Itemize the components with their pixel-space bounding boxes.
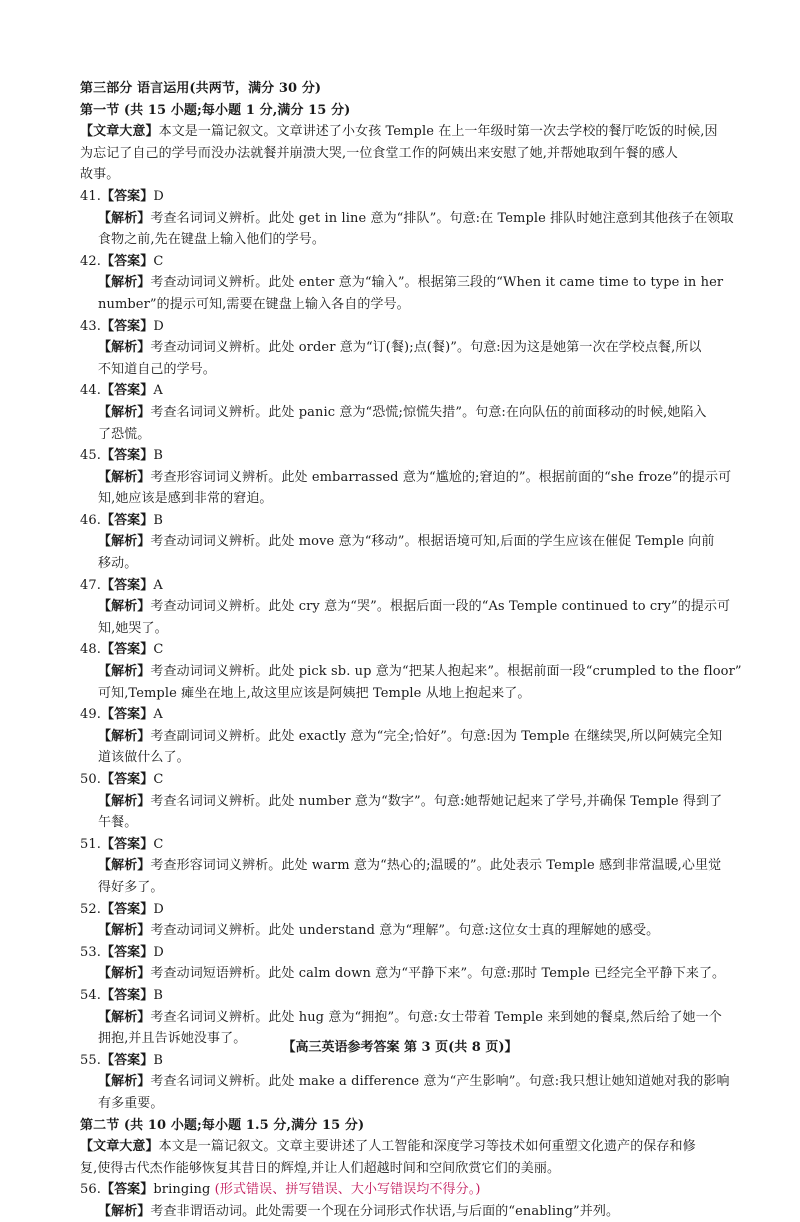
answer-tag: 【答案】 <box>100 944 154 960</box>
answer-item <box>80 639 742 704</box>
answer-item <box>80 899 734 942</box>
answer-tag: 【答案】 <box>100 577 154 593</box>
analysis-tag: 【解析】 <box>98 404 151 420</box>
analysis-tag: 【解析】 <box>98 340 151 356</box>
summary-tag: 【文章大意】 <box>80 124 159 140</box>
answer-item <box>80 251 734 316</box>
analysis-tag: 【解析】 <box>98 858 151 874</box>
answer-value: B <box>153 1052 164 1068</box>
analysis-line: 道该做什么了。 <box>98 750 190 766</box>
answer-tag: 【答案】 <box>100 383 154 399</box>
analysis-tag: 【解析】 <box>98 210 151 226</box>
scoring-note: (形式错误、拼写错误、大小写错误均不得分。) <box>214 1182 481 1198</box>
answer-tag: 【答案】 <box>100 318 154 334</box>
answer-item <box>80 510 734 575</box>
item-number: 43. <box>80 318 101 334</box>
summary-line: 本文是一篇记叙文。文章讲述了小女孩 Temple 在上一年级时第一次去学校的餐厅吃饭的时候,因 <box>158 124 718 140</box>
part1-summary <box>80 121 734 186</box>
analysis-tag: 【解析】 <box>98 1203 151 1219</box>
analysis-line: 考查动词词义辨析。此处 understand 意为“理解”。句意:这位女士真的理解她的感受。 <box>150 923 660 939</box>
analysis-line: 考查非谓语动词。此处需要一个现在分词形式作状语,与后面的“enabling”并列。 <box>150 1203 620 1219</box>
answer-value: B <box>153 512 164 528</box>
answer-item <box>80 380 734 445</box>
answer-item <box>80 834 734 899</box>
analysis-line: number”的提示可知,需要在键盘上输入各自的学号。 <box>98 296 410 312</box>
analysis-line: 考查形容词词义辨析。此处 warm 意为“热心的;温暖的”。此处表示 Temple 感到非常温暖,心里觉 <box>150 858 722 874</box>
analysis-tag: 【解析】 <box>98 664 151 680</box>
answer-item <box>80 769 734 834</box>
summary-line: 为忘记了自己的学号而没办法就餐并崩溃大哭,一位食堂工作的阿姨出来安慰了她,并帮她取到午餐的感人 <box>80 145 678 161</box>
answer-tag: 【答案】 <box>100 512 154 528</box>
analysis-line: 得好多了。 <box>98 879 164 895</box>
analysis-line: 午餐。 <box>98 815 138 831</box>
analysis-line: 考查副词词义辨析。此处 exactly 意为“完全;恰好”。句意:因为 Temple 在继续哭,所以阿姨完全知 <box>150 728 723 744</box>
analysis-line: 知,她应该是感到非常的窘迫。 <box>98 491 273 507</box>
analysis-tag: 【解析】 <box>98 599 151 615</box>
analysis-line: 考查动词短语辨析。此处 calm down 意为“平静下来”。句意:那时 Temple 已经完全平静下来了。 <box>150 966 726 982</box>
answer-tag: 【答案】 <box>100 707 154 723</box>
item-number: 54. <box>80 987 101 1003</box>
answer-tag: 【答案】 <box>100 1182 154 1198</box>
answer-value: A <box>153 577 163 593</box>
answer-tag: 【答案】 <box>100 772 154 787</box>
summary-line: 故事。 <box>80 167 120 183</box>
analysis-line: 考查名词词义辨析。此处 get in line 意为“排队”。句意:在 Temple 排队时她注意到其他孩子在领取 <box>150 210 734 226</box>
answer-tag: 【答案】 <box>100 188 154 204</box>
answer-tag: 【答案】 <box>100 642 154 658</box>
answer-value: C <box>153 253 164 269</box>
page-footer: 【高三英语参考答案 第 3 页(共 8 页)】 <box>282 1040 518 1055</box>
item-number: 55. <box>80 1052 101 1068</box>
analysis-tag: 【解析】 <box>98 793 151 809</box>
item-number: 42. <box>80 253 101 269</box>
analysis-line: 考查形容词词义辨析。此处 embarrassed 意为“尴尬的;窘迫的”。根据前面的“she froze”的提示可 <box>150 469 732 485</box>
analysis-line: 考查名词词义辨析。此处 make a difference 意为“产生影响”。句意:我只想让她知道她对我的影响 <box>150 1074 730 1090</box>
item-number: 56. <box>80 1182 101 1198</box>
answer-value: D <box>153 901 164 917</box>
analysis-line: 考查动词词义辨析。此处 cry 意为“哭”。根据后面一段的“As Temple continued to cry”的提示可 <box>150 599 731 615</box>
answer-tag: 【答案】 <box>100 253 154 269</box>
analysis-tag: 【解析】 <box>98 534 151 550</box>
answer-value: B <box>153 987 164 1003</box>
answer-item <box>80 186 734 251</box>
item-number: 48. <box>80 642 101 658</box>
answer-tag: 【答案】 <box>100 448 154 464</box>
analysis-line: 移动。 <box>98 556 138 572</box>
answer-item <box>80 1050 734 1115</box>
answer-value: bringing <box>153 1182 211 1198</box>
answer-value: B <box>153 448 164 464</box>
analysis-line: 有多重要。 <box>98 1095 164 1111</box>
answer-value: D <box>153 318 164 334</box>
analysis-tag: 【解析】 <box>98 469 151 485</box>
answer-tag: 【答案】 <box>100 836 154 852</box>
answer-value: A <box>153 707 163 723</box>
answer-tag: 【答案】 <box>100 987 154 1003</box>
answer-item <box>80 942 734 985</box>
answer-item <box>80 316 734 381</box>
analysis-tag: 【解析】 <box>98 1074 151 1090</box>
analysis-tag: 【解析】 <box>98 923 151 939</box>
analysis-line: 考查动词词义辨析。此处 move 意为“移动”。根据语境可知,后面的学生应该在催促 Temple 向前 <box>150 534 715 550</box>
analysis-line: 可知,Temple 瘫坐在地上,故这里应该是阿姨把 Temple 从地上抱起来了。 <box>98 685 531 701</box>
analysis-line: 不知道自己的学号。 <box>98 361 216 377</box>
answer-value: A <box>153 383 163 399</box>
analysis-line: 考查名词词义辨析。此处 hug 意为“拥抱”。句意:女士带着 Temple 来到她的餐桌,然后给了她一个 <box>150 1009 722 1025</box>
analysis-line: 考查名词词义辨析。此处 panic 意为“恐慌;惊慌失措”。句意:在向队伍的前面移动的时候,她陷入 <box>150 404 707 420</box>
item-number: 51. <box>80 836 101 852</box>
item-number: 41. <box>80 188 101 204</box>
part2-title: 第二节 (共 10 小题;每小题 1.5 分,满分 15 分) <box>80 1117 365 1133</box>
answer-item <box>80 445 734 510</box>
analysis-tag: 【解析】 <box>98 1009 151 1025</box>
analysis-line: 考查动词词义辨析。此处 pick sb. up 意为“把某人抱起来”。根据前面一段“crumpled to the floor” <box>150 664 742 680</box>
part2-summary <box>80 1136 734 1179</box>
analysis-line: 知,她哭了。 <box>98 620 168 636</box>
analysis-line: 了恐慌。 <box>98 426 151 442</box>
analysis-line: 考查动词词义辨析。此处 enter 意为“输入”。根据第三段的“When it came time to type in her <box>150 275 724 291</box>
part1-title: 第一节 (共 15 小题;每小题 1 分,满分 15 分) <box>80 102 351 118</box>
analysis-line: 考查名词词义辨析。此处 number 意为“数字”。句意:她帮她记起来了学号,并确保 Temple 得到了 <box>150 793 723 809</box>
answer-item <box>80 575 734 640</box>
answer-tag: 【答案】 <box>100 1052 154 1068</box>
analysis-tag: 【解析】 <box>98 728 151 744</box>
item-number: 49. <box>80 707 101 723</box>
analysis-line: 食物之前,先在键盘上输入他们的学号。 <box>98 232 325 248</box>
summary-tag: 【文章大意】 <box>80 1139 159 1155</box>
summary-line: 本文是一篇记叙文。文章主要讲述了人工智能和深度学习等技术如何重塑文化遗产的保存和修 <box>158 1139 696 1155</box>
answer-tag: 【答案】 <box>100 901 154 917</box>
item-number: 53. <box>80 944 101 960</box>
section-title: 第三部分 语言运用(共两节，满分 30 分) <box>80 81 322 96</box>
answer-value: C <box>153 772 164 787</box>
analysis-line: 考查动词词义辨析。此处 order 意为“订(餐);点(餐)”。句意:因为这是她第一次在学校点餐,所以 <box>150 340 702 356</box>
answer-list <box>80 186 742 1115</box>
summary-line: 复,使得古代杰作能够恢复其昔日的辉煌,并让人们超越时间和空间欣赏它们的美丽。 <box>80 1160 561 1176</box>
answer-value: C <box>153 642 164 658</box>
answer-item-56 <box>80 1179 734 1222</box>
answer-value: C <box>153 836 164 852</box>
item-number: 52. <box>80 901 101 917</box>
analysis-line: 拥抱,并且告诉她没事了。 <box>98 1031 247 1047</box>
answer-value: D <box>153 944 164 960</box>
answer-value: D <box>153 188 164 204</box>
item-number: 50. <box>80 772 101 787</box>
answer-item <box>80 704 734 769</box>
item-number: 45. <box>80 448 101 464</box>
item-number: 46. <box>80 512 101 528</box>
analysis-tag: 【解析】 <box>98 275 151 291</box>
analysis-tag: 【解析】 <box>98 966 151 982</box>
item-number: 47. <box>80 577 101 593</box>
item-number: 44. <box>80 383 101 399</box>
